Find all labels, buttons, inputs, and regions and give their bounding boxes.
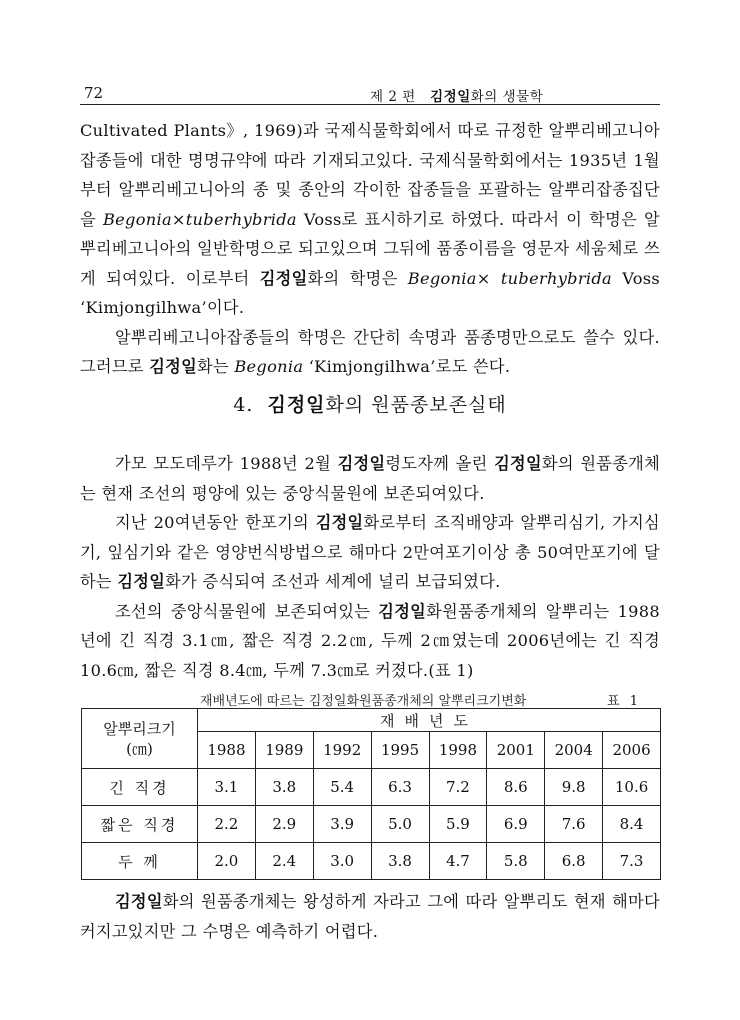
- year-cell: 1988: [198, 732, 256, 769]
- para3-bold-2: 김정일: [494, 454, 542, 473]
- year-cell: 2006: [603, 732, 661, 769]
- section-bold: 김정일: [267, 394, 326, 416]
- para2-text-1: 알뿌리베고니아잡종들의 학명은 간단히 속명과 품종명만으로도 쓸수 있다. 그러므로: [80, 327, 660, 376]
- value-cell: 5.8: [487, 843, 545, 880]
- chapter-label: 제 2 편: [370, 89, 416, 105]
- page-number: 72: [84, 84, 104, 102]
- value-cell: 5.9: [429, 806, 487, 843]
- value-cell: 9.8: [545, 769, 603, 806]
- paragraph-2: [80, 323, 660, 382]
- intro-paragraph: [80, 116, 660, 382]
- intro-italic-2: Begonia× tuberhybrida: [407, 268, 612, 288]
- value-cell: 2.9: [255, 806, 313, 843]
- value-cell: 2.2: [198, 806, 256, 843]
- year-cell: 1995: [371, 732, 429, 769]
- value-cell: 6.8: [545, 843, 603, 880]
- intro-text-4: Voss ‘Kimjongilhwa’이다.: [80, 268, 660, 317]
- para3-text-3: 화의 원품종개체는 현재 조선의 평양에 있는 중앙식물원에 보존되여있다.: [80, 454, 661, 503]
- value-cell: 6.9: [487, 806, 545, 843]
- paragraph-4: [80, 508, 660, 597]
- para3-bold-1: 김정일: [337, 454, 386, 473]
- year-cell: 2001: [487, 732, 545, 769]
- running-title: [370, 85, 543, 105]
- running-title-rest: 화의 생물학: [470, 89, 544, 105]
- para4-text-1: 지난 20여년동안 한포기의: [115, 513, 316, 532]
- value-cell: 7.3: [603, 843, 661, 880]
- intro-bold-1: 김정일: [259, 268, 308, 288]
- para4-bold-1: 김정일: [315, 513, 364, 532]
- section-rest: 화의 원품종보존실태: [325, 394, 507, 416]
- para5-text-1: 조선의 중앙식물원에 보존되여있는: [115, 601, 379, 621]
- value-cell: 3.1: [198, 769, 256, 806]
- value-cell: 7.2: [429, 769, 487, 806]
- para5-bold-1: 김정일: [378, 601, 427, 621]
- row-label: 짧은 직경: [82, 806, 198, 843]
- row-label: 긴 직경: [82, 769, 198, 806]
- para4-bold-2: 김정일: [117, 572, 166, 591]
- value-cell: 5.0: [371, 806, 429, 843]
- para4-text-3: 화가 증식되여 조선과 세계에 널리 보급되였다.: [165, 572, 501, 591]
- table-row: [82, 843, 661, 880]
- value-cell: 3.9: [313, 806, 371, 843]
- para2-italic: Begonia: [234, 357, 304, 376]
- paragraph-6: [80, 887, 660, 946]
- intro-text-3: 화의 학명은: [307, 268, 408, 288]
- para3-text-1: 가모 모도데루가 1988년 2월: [115, 454, 338, 473]
- year-cell: 1992: [313, 732, 371, 769]
- running-title-bold: 김정일: [430, 89, 471, 105]
- para4-text-2: 화로부터 조직배양과 알뿌리심기, 가지심기, 잎심기와 같은 영양번식방법으로 해마다 2만여포기이상 총 50여만포기에 달하는: [80, 513, 660, 591]
- table-title: 재배년도에 따르는 김정일화원품종개체의 알뿌리크기변화: [200, 694, 527, 709]
- closing-section: [80, 887, 660, 946]
- paragraph-3: [80, 449, 660, 508]
- section-number: 4.: [233, 394, 254, 416]
- value-cell: 3.8: [371, 843, 429, 880]
- section-heading: [80, 390, 660, 417]
- para2-text-3: ‘Kimjongilhwa’로도 쓴다.: [303, 357, 511, 376]
- value-cell: 3.8: [255, 769, 313, 806]
- value-cell: 6.3: [371, 769, 429, 806]
- year-cell: 1989: [255, 732, 313, 769]
- value-cell: 4.7: [429, 843, 487, 880]
- value-cell: 2.4: [255, 843, 313, 880]
- table-row: [82, 806, 661, 843]
- value-cell: 5.4: [313, 769, 371, 806]
- value-cell: 10.6: [603, 769, 661, 806]
- para2-bold: 김정일: [149, 357, 198, 376]
- body-section-4: [80, 449, 660, 685]
- value-cell: 7.6: [545, 806, 603, 843]
- para6-bold: 김정일: [115, 892, 163, 911]
- bulb-size-table: [81, 708, 661, 880]
- value-cell: 3.0: [313, 843, 371, 880]
- paragraph-5: [80, 597, 660, 686]
- value-cell: 2.0: [198, 843, 256, 880]
- intro-italic-1: Begonia×tuberhybrida: [102, 209, 297, 229]
- table-number: 표 1: [607, 694, 641, 709]
- value-cell: 8.4: [603, 806, 661, 843]
- year-cell: 1998: [429, 732, 487, 769]
- row-label: 두 께: [82, 843, 198, 880]
- para5-text-2: 화원품종개체의 알뿌리는 1988년에 긴 직경 3.1㎝, 짧은 직경 2.2㎝, 두께 2㎝였는데 2006년에는 긴 직경 10.6㎝, 짧은 직경 8.4㎝, 두께 7.3㎝로 커졌다.(표 1): [80, 601, 660, 680]
- value-cell: 8.6: [487, 769, 545, 806]
- para3-text-2: 령도자께 올린: [385, 454, 495, 473]
- table-year-header: 재배년도: [198, 709, 661, 732]
- year-cell: 2004: [545, 732, 603, 769]
- intro-text-2: Voss로 표시하기로 하였다. 따라서 이 학명은 알뿌리베고니아의 일반학명으로 되고있으며 그뒤에 품종이름을 영문자 세움체로 쓰게 되여있다. 이로부터: [80, 209, 660, 288]
- table-row: [82, 769, 661, 806]
- running-header: [80, 82, 660, 105]
- table-row-header: 알뿌리크기 (㎝): [82, 709, 198, 769]
- intro-text-1: Cultivated Plants》, 1969)과 국제식물학회에서 따로 규정한 알뿌리베고니아잡종들에 대한 명명규약에 따라 기재되고있다. 국제식물학회에서는 1935년 1월부터 알뿌리베고니아의 종 및 종안의 각이한 잡종들을 포괄하는 알뿌리잡종집단을: [80, 121, 660, 229]
- para2-text-2: 화는: [197, 357, 235, 376]
- para6-text: 화의 원품종개체는 왕성하게 자라고 그에 따라 알뿌리도 현재 해마다 커지고있지만 그 수명은 예측하기 어렵다.: [80, 892, 660, 941]
